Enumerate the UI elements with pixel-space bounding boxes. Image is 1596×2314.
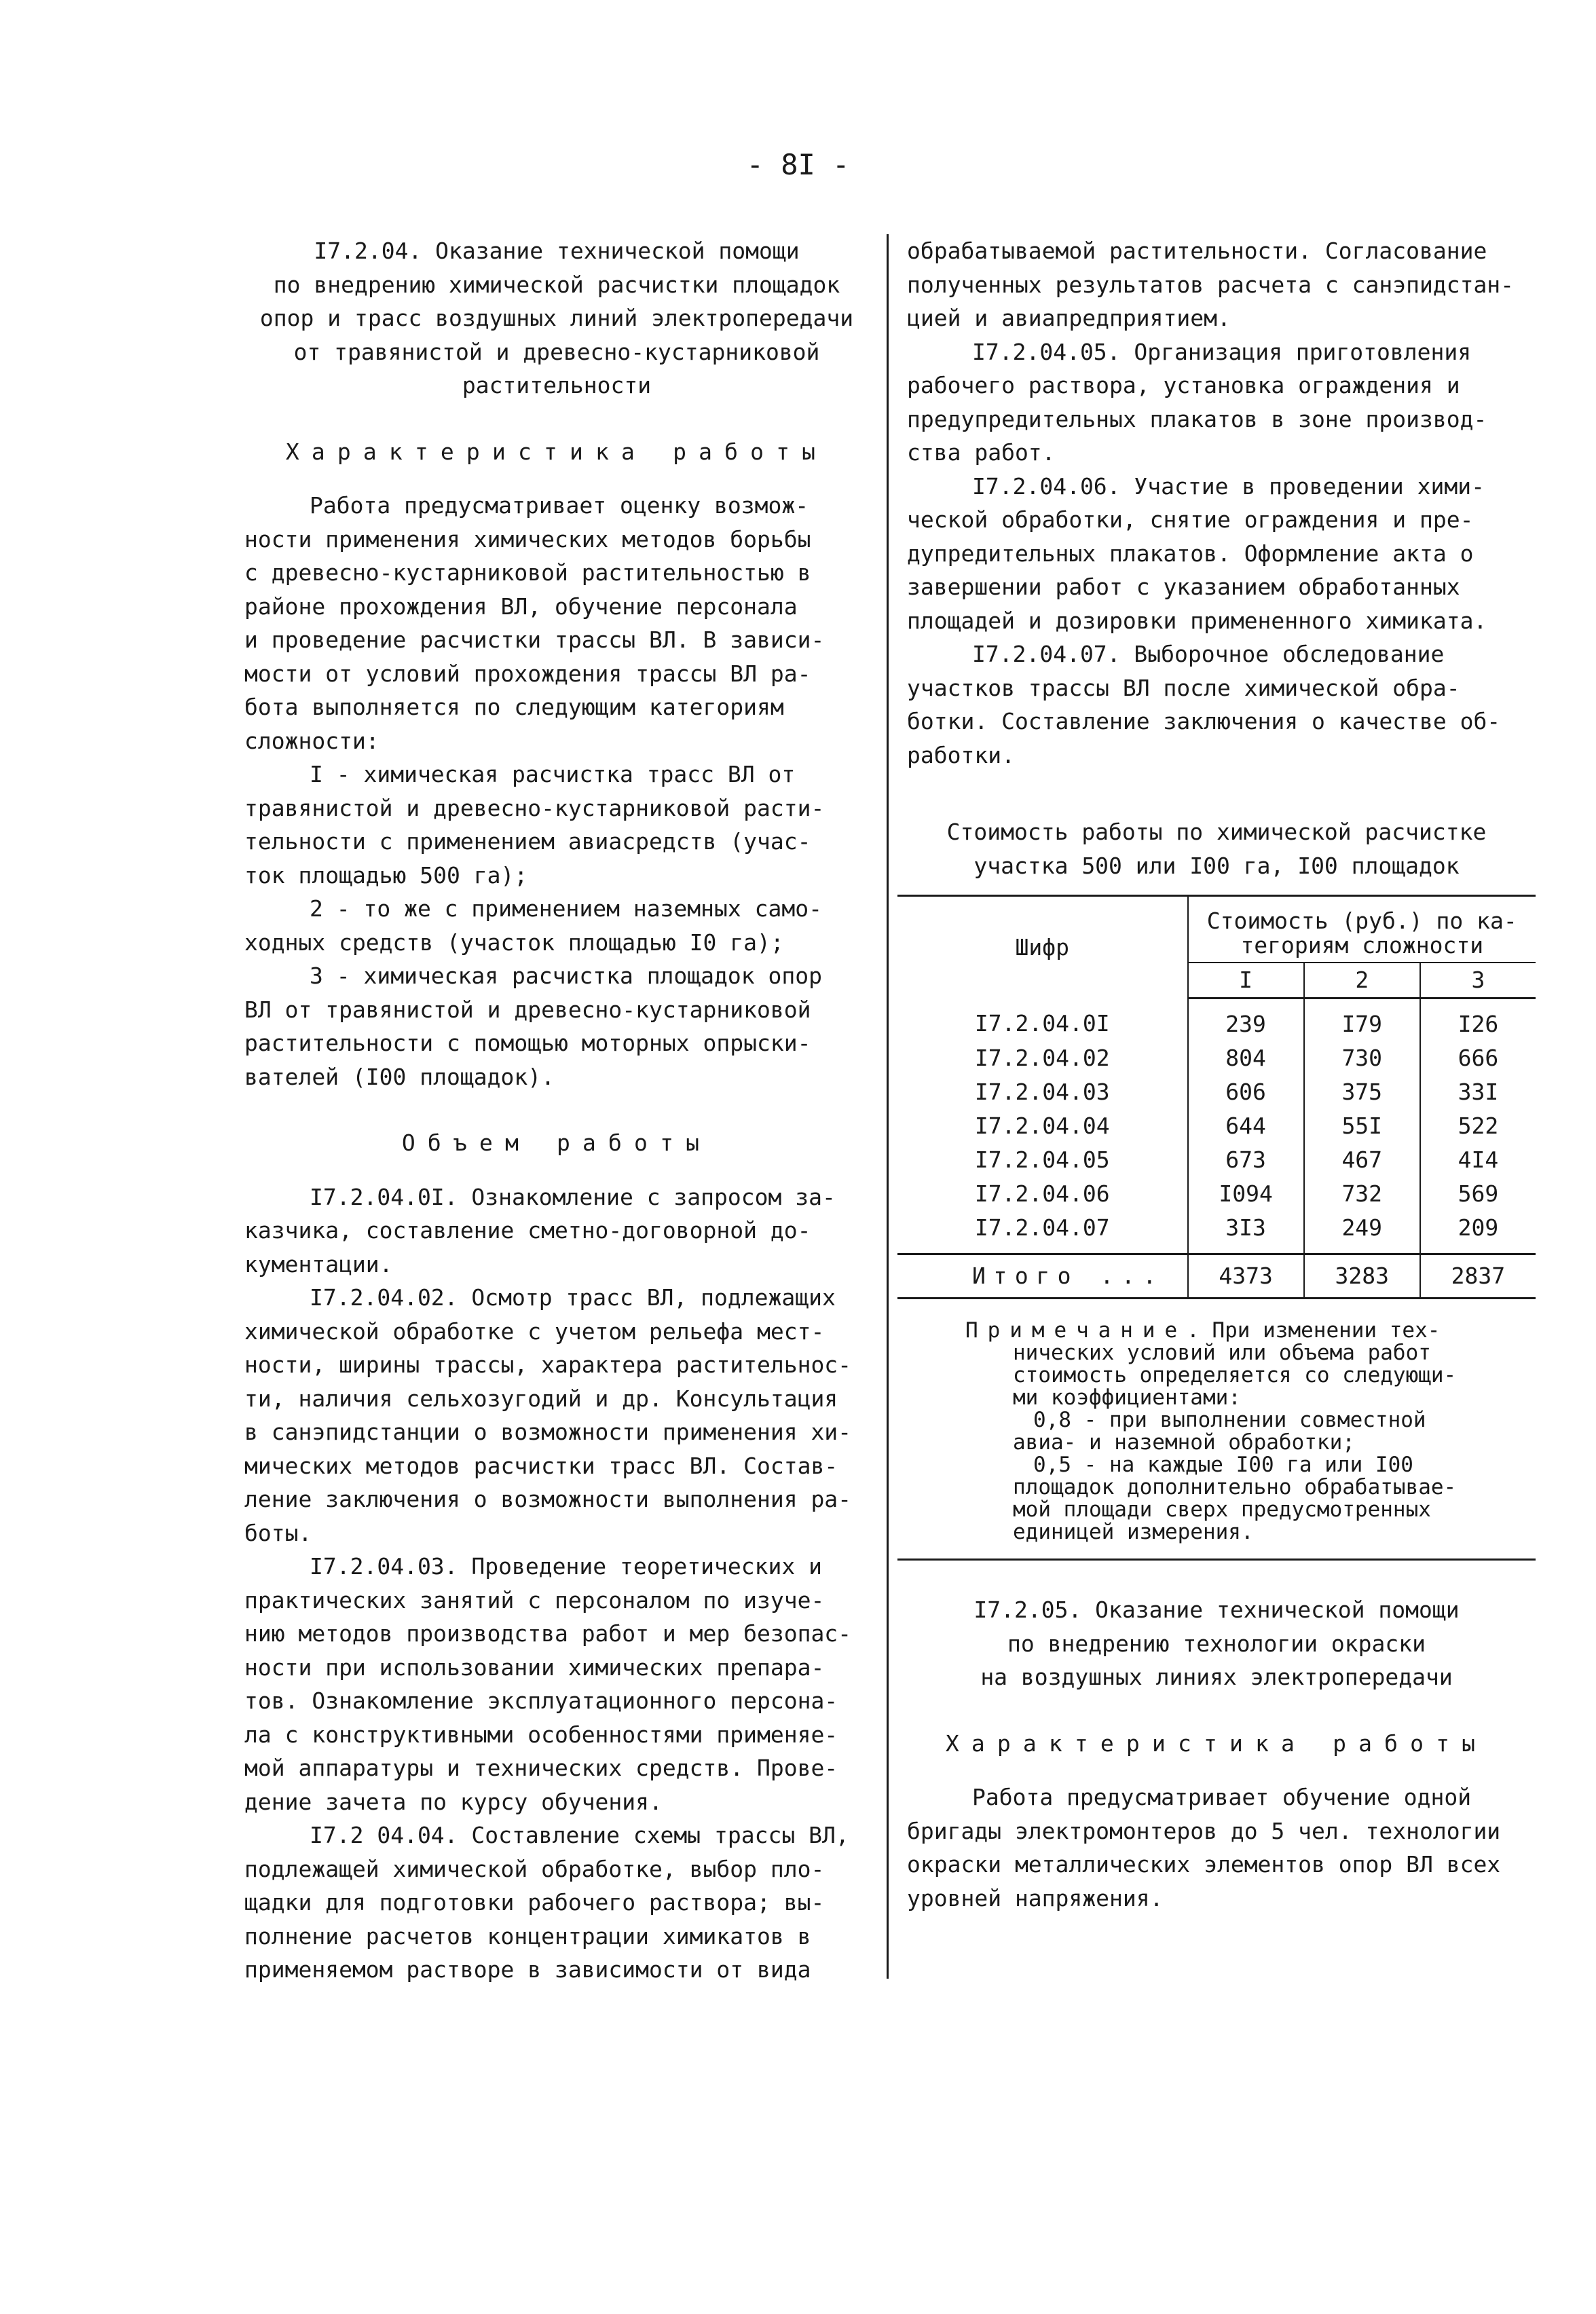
title-line: растительности bbox=[462, 372, 652, 398]
text-line: районе прохождения ВЛ, обучение персонала bbox=[244, 593, 798, 620]
text-line: I7.2.04.05. Организация приготовления bbox=[972, 338, 1472, 365]
cell-value: 730 bbox=[1304, 1041, 1420, 1075]
table-row bbox=[897, 1109, 1536, 1143]
note-line: мой площади сверх предусмотренных bbox=[1013, 1497, 1431, 1522]
cell-code: I7.2.04.04 bbox=[897, 1109, 1188, 1143]
cell-value: I79 bbox=[1304, 999, 1420, 1042]
text-line: предупредительных плакатов в зоне производ- bbox=[907, 405, 1487, 432]
cell-code: I7.2.04.0I bbox=[897, 999, 1188, 1042]
table-row bbox=[897, 1211, 1536, 1254]
text-line: тельности с применением авиасредств (учас- bbox=[244, 828, 811, 855]
text-line: ВЛ от травянистой и древесно-кустарниковой bbox=[244, 996, 811, 1023]
title-line: от травянистой и древесно-кустарниковой bbox=[293, 338, 820, 365]
title-line: по внедрению технологии окраски bbox=[1007, 1630, 1426, 1657]
note-line: ми коэффициентами: bbox=[1013, 1385, 1241, 1410]
cell-code: I7.2.04.05 bbox=[897, 1143, 1188, 1177]
column-divider bbox=[887, 234, 889, 1979]
text-line: завершении работ с указанием обработанных bbox=[907, 574, 1460, 600]
text-line: ческой обработки, снятие ограждения и пре- bbox=[907, 506, 1474, 533]
text-line: I7.2.04.03. Проведение теоретических и bbox=[310, 1553, 822, 1580]
text-line: уровней напряжения. bbox=[907, 1884, 1164, 1911]
text-line: 3 - химическая расчистка площадок опор bbox=[310, 963, 822, 989]
text-line: ление заключения о возможности выполнения ра- bbox=[244, 1486, 852, 1512]
text-line: кументации. bbox=[244, 1250, 393, 1277]
category-3 bbox=[244, 959, 869, 1094]
right-column bbox=[907, 234, 1526, 1915]
header-line: Стоимость (руб.) по ка- bbox=[1206, 908, 1517, 934]
column-header-cat-3: 3 bbox=[1420, 963, 1536, 999]
title-line: на воздушных линиях электропередачи bbox=[980, 1664, 1453, 1690]
text-line: мости от условий прохождения трассы ВЛ ра- bbox=[244, 660, 811, 687]
note-line: авиа- и наземной обработки; bbox=[1013, 1430, 1355, 1455]
note-line: нических условий или объема работ bbox=[1013, 1341, 1431, 1365]
column-header-code: Шифр bbox=[897, 897, 1188, 999]
cell-value: 55I bbox=[1304, 1109, 1420, 1143]
left-column bbox=[244, 234, 869, 1987]
text-line: дение зачета по курсу обучения. bbox=[244, 1788, 663, 1815]
cell-code: I7.2.04.03 bbox=[897, 1075, 1188, 1109]
item-06 bbox=[907, 470, 1526, 638]
note-line: 0,5 - на каждые I00 га или I00 bbox=[1033, 1453, 1413, 1477]
text-line: I7.2.04.0I. Ознакомление с запросом за- bbox=[310, 1183, 836, 1210]
cell-value: 644 bbox=[1188, 1109, 1304, 1143]
table-row bbox=[897, 1075, 1536, 1109]
text-line: полученных результатов расчета с санэпидстан- bbox=[907, 271, 1515, 298]
header-line: тегориям сложности bbox=[1240, 932, 1484, 958]
cell-value: 522 bbox=[1458, 1113, 1499, 1139]
text-line: I - химическая расчистка трасс ВЛ от bbox=[310, 761, 796, 787]
cell-code: I7.2.04.07 bbox=[897, 1211, 1188, 1254]
text-line: ности, ширины трассы, характера растительнос- bbox=[244, 1351, 852, 1378]
text-line: мой аппаратуры и технических средств. Прове- bbox=[244, 1755, 838, 1781]
total-label: Итого ... bbox=[897, 1254, 1188, 1299]
text-line: боты. bbox=[244, 1519, 312, 1546]
text-line: подлежащей химической обработке, выбор пло- bbox=[244, 1855, 825, 1882]
note-line: площадок дополнительно обрабатывае- bbox=[1013, 1475, 1457, 1499]
cell-value: 375 bbox=[1304, 1075, 1420, 1109]
text-line: тов. Ознакомление эксплуатационного персона- bbox=[244, 1687, 838, 1714]
volume-heading: Объем работы bbox=[401, 1130, 712, 1156]
cell-value: 209 bbox=[1458, 1214, 1499, 1241]
total-value: 4373 bbox=[1188, 1254, 1304, 1299]
page-number: - 8I - bbox=[746, 148, 850, 181]
note-line: 0,8 - при выполнении совместной bbox=[1033, 1408, 1426, 1432]
text-line: вателей (I00 площадок). bbox=[244, 1063, 555, 1090]
text-line: ботки. Составление заключения о качестве об- bbox=[907, 708, 1501, 734]
cell-value: I26 bbox=[1458, 1011, 1499, 1037]
total-value: 2837 bbox=[1420, 1254, 1536, 1299]
column-header-cat-1: I bbox=[1188, 963, 1304, 999]
text-line: 2 - то же с применением наземных само- bbox=[310, 895, 822, 922]
text-line: работки. bbox=[907, 741, 1015, 768]
item-03 bbox=[244, 1550, 869, 1818]
text-line: участков трассы ВЛ после химической обра- bbox=[907, 674, 1460, 701]
text-line: I7.2.04.06. Участие в проведении хими- bbox=[972, 472, 1485, 500]
characteristic-heading-2: Характеристика работы bbox=[945, 1730, 1488, 1757]
text-line: ходных средств (участок площадью I0 га); bbox=[244, 929, 784, 956]
note-line: единицей измерения. bbox=[1013, 1520, 1254, 1544]
characteristic-heading: Характеристика работы bbox=[285, 438, 828, 465]
note-line: . При изменении тех- bbox=[1187, 1318, 1441, 1343]
text-line: цией и авиапредприятием. bbox=[907, 305, 1231, 331]
text-line: рабочего раствора, установка ограждения и bbox=[907, 372, 1460, 398]
text-line: Работа предусматривает обучение одной bbox=[972, 1784, 1472, 1810]
cell-value: 606 bbox=[1188, 1075, 1304, 1109]
text-line: полнение расчетов концентрации химикатов в bbox=[244, 1922, 811, 1949]
item-01 bbox=[244, 1180, 869, 1282]
cell-value: 33I bbox=[1458, 1079, 1499, 1105]
text-line: ности применения химических методов борьбы bbox=[244, 525, 811, 553]
cell-value: 666 bbox=[1458, 1045, 1499, 1071]
text-line: ток площадью 500 га); bbox=[244, 861, 528, 889]
text-line: площадей и дозировки примененного химиката. bbox=[907, 607, 1487, 634]
text-line: окраски металлических элементов опор ВЛ всех bbox=[907, 1851, 1501, 1878]
text-line: ти, наличия сельхозугодий и др. Консультация bbox=[244, 1385, 838, 1412]
section-2-title bbox=[907, 1593, 1526, 1694]
item-07 bbox=[907, 637, 1526, 772]
text-line: бригады электромонтеров до 5 чел. технологии bbox=[907, 1817, 1501, 1844]
text-line: с древесно-кустарниковой растительностью в bbox=[244, 559, 811, 586]
item-05 bbox=[907, 335, 1526, 470]
cell-value: 3I3 bbox=[1188, 1211, 1304, 1254]
cell-code: I7.2.04.06 bbox=[897, 1177, 1188, 1211]
table-row bbox=[897, 1177, 1536, 1211]
text-line: нию методов производства работ и мер безопас- bbox=[244, 1620, 852, 1647]
text-line: щадки для подготовки рабочего раствора; вы- bbox=[244, 1889, 825, 1916]
text-line: растительности с помощью моторных опрыски- bbox=[244, 1030, 811, 1056]
table-row bbox=[897, 1041, 1536, 1075]
cell-value: 4I4 bbox=[1458, 1146, 1499, 1173]
text-line: сложности: bbox=[244, 727, 379, 754]
table-total-row bbox=[897, 1254, 1536, 1299]
total-value: 3283 bbox=[1304, 1254, 1420, 1299]
note-heading: Примечание bbox=[965, 1318, 1187, 1343]
cell-value: 569 bbox=[1458, 1180, 1499, 1207]
cell-value: 239 bbox=[1188, 999, 1304, 1042]
text-line: ности при использовании химических препара- bbox=[244, 1654, 825, 1681]
column-header-cat-2: 2 bbox=[1304, 963, 1420, 999]
characteristic-text bbox=[244, 489, 869, 758]
text-line: травянистой и древесно-кустарниковой расти- bbox=[244, 794, 825, 821]
section-title bbox=[244, 234, 869, 403]
title-line: опор и трасс воздушных линий электропередачи bbox=[259, 305, 854, 331]
title-line: I7.2.04. Оказание технической помощи bbox=[314, 238, 800, 264]
item-04 bbox=[244, 1818, 869, 1987]
text-line: химической обработке с учетом рельефа мест- bbox=[244, 1318, 825, 1345]
text-line: участка 500 или I00 га, I00 площадок bbox=[973, 852, 1460, 879]
table-row bbox=[897, 999, 1536, 1042]
text-line: обрабатываемой растительности. Согласование bbox=[907, 238, 1487, 264]
text-line: I7.2 04.04. Составление схемы трассы ВЛ, bbox=[310, 1822, 849, 1848]
text-line: мических методов расчистки трасс ВЛ. Состав- bbox=[244, 1452, 838, 1479]
cost-table bbox=[897, 895, 1536, 1299]
cell-value: 467 bbox=[1304, 1143, 1420, 1177]
text-line: в санэпидстанции о возможности применения хи- bbox=[244, 1419, 852, 1445]
text-line: ства работ. bbox=[907, 439, 1056, 466]
text-line: применяемом растворе в зависимости от вида bbox=[244, 1956, 811, 1983]
text-line: и проведение расчистки трассы ВЛ. В зависи- bbox=[244, 627, 825, 653]
cell-value: 673 bbox=[1188, 1143, 1304, 1177]
item-02 bbox=[244, 1281, 869, 1550]
category-2 bbox=[244, 892, 869, 959]
text-line: Стоимость работы по химической расчистке bbox=[946, 819, 1487, 845]
characteristic-text-2 bbox=[907, 1780, 1526, 1915]
cell-value: I094 bbox=[1188, 1177, 1304, 1211]
title-line: I7.2.05. Оказание технической помощи bbox=[973, 1597, 1460, 1623]
text-line: I7.2.04.02. Осмотр трасс ВЛ, подлежащих bbox=[310, 1284, 836, 1311]
category-1 bbox=[244, 758, 869, 892]
column-header-cost bbox=[1188, 897, 1536, 963]
cell-value: 732 bbox=[1304, 1177, 1420, 1211]
cell-value: 249 bbox=[1304, 1211, 1420, 1254]
text-line: казчика, составление сметно-договорной до- bbox=[244, 1217, 811, 1244]
table-row bbox=[897, 1143, 1536, 1177]
cell-value: 804 bbox=[1188, 1041, 1304, 1075]
table-note bbox=[897, 1320, 1536, 1561]
text-line: бота выполняется по следующим категориям bbox=[244, 694, 784, 720]
continuation-text bbox=[907, 234, 1526, 335]
table-title bbox=[907, 815, 1526, 882]
text-line: дупредительных плакатов. Оформление акта о bbox=[907, 540, 1474, 567]
text-line: I7.2.04.07. Выборочное обследование bbox=[972, 641, 1445, 667]
text-line: практических занятий с персоналом по изуче- bbox=[244, 1586, 825, 1613]
title-line: по внедрению химической расчистки площадок bbox=[273, 271, 840, 298]
note-line: стоимость определяется со следующи- bbox=[1013, 1363, 1457, 1387]
text-line: ла с конструктивными особенностями применяе- bbox=[244, 1721, 838, 1748]
cell-code: I7.2.04.02 bbox=[897, 1041, 1188, 1075]
text-line: Работа предусматривает оценку возмож- bbox=[310, 492, 809, 519]
